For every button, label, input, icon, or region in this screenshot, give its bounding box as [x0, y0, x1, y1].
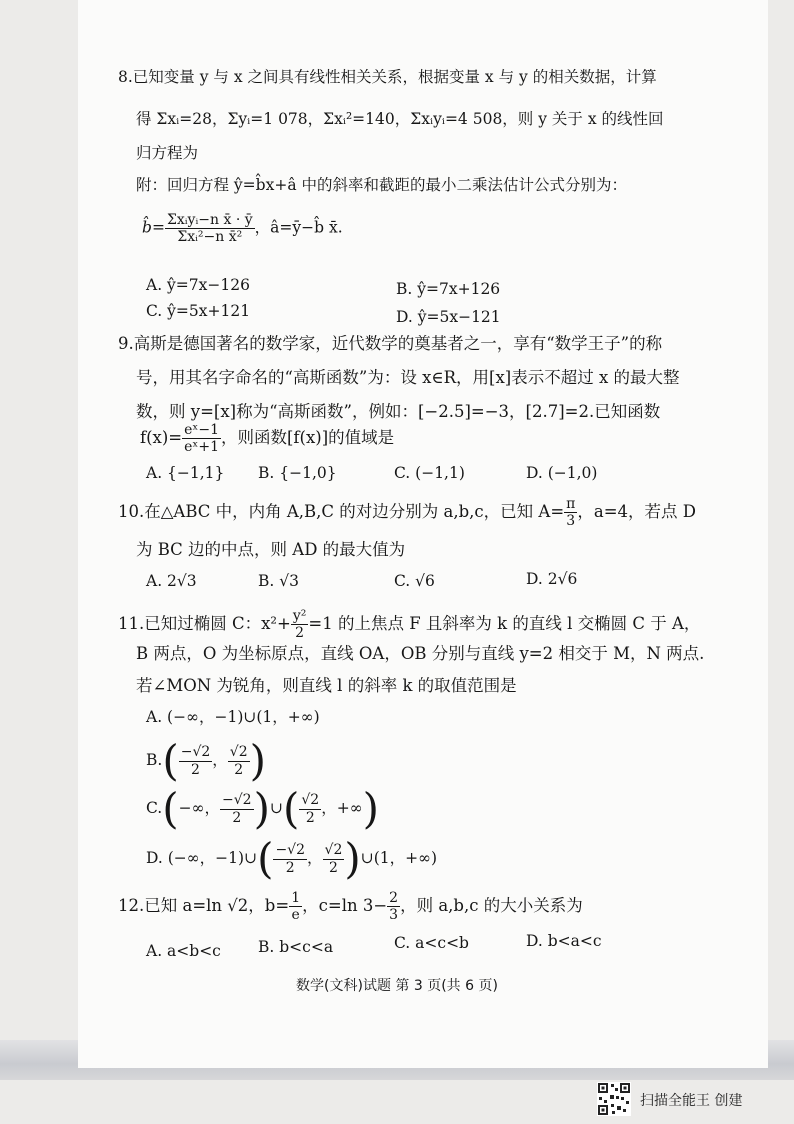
q12-option-c[interactable]: C. a<c<b — [394, 934, 469, 952]
q12-stem-a: 12.已知 a=ln √2，b= — [118, 896, 290, 916]
q11-d-n2: √2 — [324, 842, 343, 859]
page-footer: 数学(文科)试题 第 3 页(共 6 页) — [296, 978, 498, 994]
q11-stem-line1 — [118, 608, 700, 641]
q10-stem-b: ，a=4，若点 D — [577, 502, 696, 522]
q11-option-b[interactable]: B.( $\frac{-√2}{2}$ ， $\frac{√2}{2}$ ) — [146, 736, 267, 785]
q9-stem-line3: 数，则 y=[x]称为“高斯函数”，例如：[−2.5]=−3，[2.7]=2.已知函数 — [136, 402, 661, 421]
q11-d-comma: ， — [307, 849, 323, 867]
q9-frac-num: eˣ−1 — [184, 422, 219, 438]
q10-option-b[interactable]: B. √3 — [258, 572, 299, 590]
q12-e: e — [291, 907, 300, 924]
q12-stem-c: ，则 a,b,c 的大小关系为 — [400, 896, 583, 916]
q12-one: 1 — [291, 890, 301, 906]
scanner-brand: 扫描全能王 创建 — [640, 1093, 743, 1109]
q11-c-posinf: ，+∞ — [321, 799, 363, 817]
q8-stem-line3: 归方程为 — [136, 144, 199, 162]
q8-formula-tail: ，â=ȳ−b̂ x̄. — [254, 218, 343, 237]
q11-stem-line3: 若∠MON 为锐角，则直线 l 的斜率 k 的取值范围是 — [136, 676, 517, 695]
q12-three: 3 — [389, 907, 399, 924]
q8-stem-line2: 得 Σxᵢ=28，Σyᵢ=1 078，Σxᵢ²=140，Σxᵢyᵢ=4 508，则 y 关于 x 的线性回 — [136, 110, 664, 128]
q9-option-c[interactable]: C. (−1,1) — [394, 464, 465, 482]
q10-option-a[interactable]: A. 2√3 — [146, 572, 197, 590]
q11-y2: y² — [292, 608, 307, 624]
q11-b-d1: 2 — [191, 761, 200, 778]
q10-pi: π — [566, 496, 576, 512]
q8-formula-denominator: Σxᵢ²−n x̄² — [177, 229, 243, 246]
q11-option-c[interactable]: C.(−∞， $\frac{-√2}{2}$ )∪( $\frac{√2}{2}$ ，+∞) — [146, 784, 379, 833]
q8-option-d[interactable]: D. ŷ=5x−121 — [396, 308, 501, 326]
q10-option-d[interactable]: D. 2√6 — [526, 570, 578, 588]
q11-c-neginf: −∞， — [178, 799, 221, 817]
q11-option-d[interactable]: D. (−∞，−1)∪( $\frac{-√2}{2}$ ， $\frac{√2}{2}$ )∪(1，+∞) — [146, 834, 438, 883]
q8-stem-line1: 8.已知变量 y 与 x 之间具有线性相关关系，根据变量 x 与 y 的相关数据，计算 — [118, 68, 657, 86]
q9-fx: f(x)= — [140, 428, 183, 448]
q11-c-union: ∪ — [269, 799, 283, 817]
q11-option-d-label: D. (−∞，−1)∪ — [146, 849, 258, 867]
q12-two: 2 — [389, 890, 399, 906]
q12-option-d[interactable]: D. b<a<c — [526, 932, 602, 950]
q12-stem-b: ，c=ln 3− — [302, 896, 388, 916]
q11-c-d1: 2 — [232, 809, 242, 826]
q8-option-b[interactable]: B. ŷ=7x+126 — [396, 280, 501, 298]
q11-c-d2: 2 — [305, 809, 315, 826]
q10-stem-line1 — [118, 496, 696, 529]
q8-option-c[interactable]: C. ŷ=5x+121 — [146, 302, 251, 320]
q10-option-c[interactable]: C. √6 — [394, 572, 435, 590]
q11-c-n2: √2 — [301, 792, 320, 809]
q12-option-a[interactable]: A. a<b<c — [146, 942, 221, 960]
q9-option-a[interactable]: A. {−1,1} — [146, 464, 225, 482]
q11-option-a[interactable]: A. (−∞，−1)∪(1，+∞) — [146, 708, 320, 726]
q9-stem-line1: 9.高斯是德国著名的数学家，近代数学的奠基者之一，享有“数学王子”的称 — [118, 334, 663, 353]
q11-b-n2: √2 — [229, 744, 248, 761]
qr-code-icon — [597, 1082, 631, 1116]
q8-option-a[interactable]: A. ŷ=7x−126 — [146, 276, 250, 294]
q11-stem-line2: B 两点，O 为坐标原点，直线 OA，OB 分别与直线 y=2 相交于 M，N 两点. — [136, 644, 705, 663]
q11-stem-b: =1 的上焦点 F 且斜率为 k 的直线 l 交椭圆 C 于 A， — [308, 614, 701, 634]
q11-two: 2 — [295, 625, 305, 642]
q10-stem-a: 10.在△ABC 中，内角 A,B,C 的对边分别为 a,b,c，已知 A= — [118, 502, 565, 522]
q11-option-d-tail: ∪(1，+∞) — [360, 849, 438, 867]
q10-three: 3 — [566, 513, 576, 530]
q9-function — [140, 422, 394, 455]
q9-option-d[interactable]: D. (−1,0) — [526, 464, 598, 482]
q11-b-comma: ， — [212, 751, 228, 769]
q9-stem-line2: 号，用其名字命名的“高斯函数”为：设 x∈R，用[x]表示不超过 x 的最大整 — [136, 368, 680, 387]
q12-stem — [118, 890, 583, 923]
q11-d-d1: 2 — [285, 859, 295, 876]
q11-c-n1: −√2 — [222, 792, 252, 809]
q12-option-b[interactable]: B. b<c<a — [258, 938, 334, 956]
q9-frac-den: eˣ+1 — [184, 439, 219, 456]
q9-tail: ，则函数[f(x)]的值域是 — [220, 428, 395, 448]
q8-formula-numerator: Σxᵢyᵢ−n x̄ · ȳ — [166, 212, 253, 228]
q9-option-b[interactable]: B. {−1,0} — [258, 464, 337, 482]
q11-option-c-label: C. — [146, 799, 163, 817]
q11-b-d2: 2 — [234, 761, 244, 778]
q8-formula: b̂= $\frac{\text{Σxᵢyᵢ−n x̄ · ȳ}}{\text{Σxᵢ²−n x̄²}}$ ，â=ȳ−b̂ x̄. — [142, 212, 343, 246]
q11-b-n1: −√2 — [180, 744, 211, 761]
q10-stem-line2: 为 BC 边的中点，则 AD 的最大值为 — [136, 540, 406, 559]
q11-stem-a: 11.已知过椭圆 C：x²+ — [118, 614, 291, 634]
q11-d-d2: 2 — [328, 859, 338, 876]
q8-note: 附：回归方程 ŷ=b̂x+â 中的斜率和截距的最小二乘法估计公式分别为： — [136, 176, 627, 194]
q11-d-n1: −√2 — [275, 842, 306, 859]
q11-option-b-label: B. — [146, 751, 163, 769]
